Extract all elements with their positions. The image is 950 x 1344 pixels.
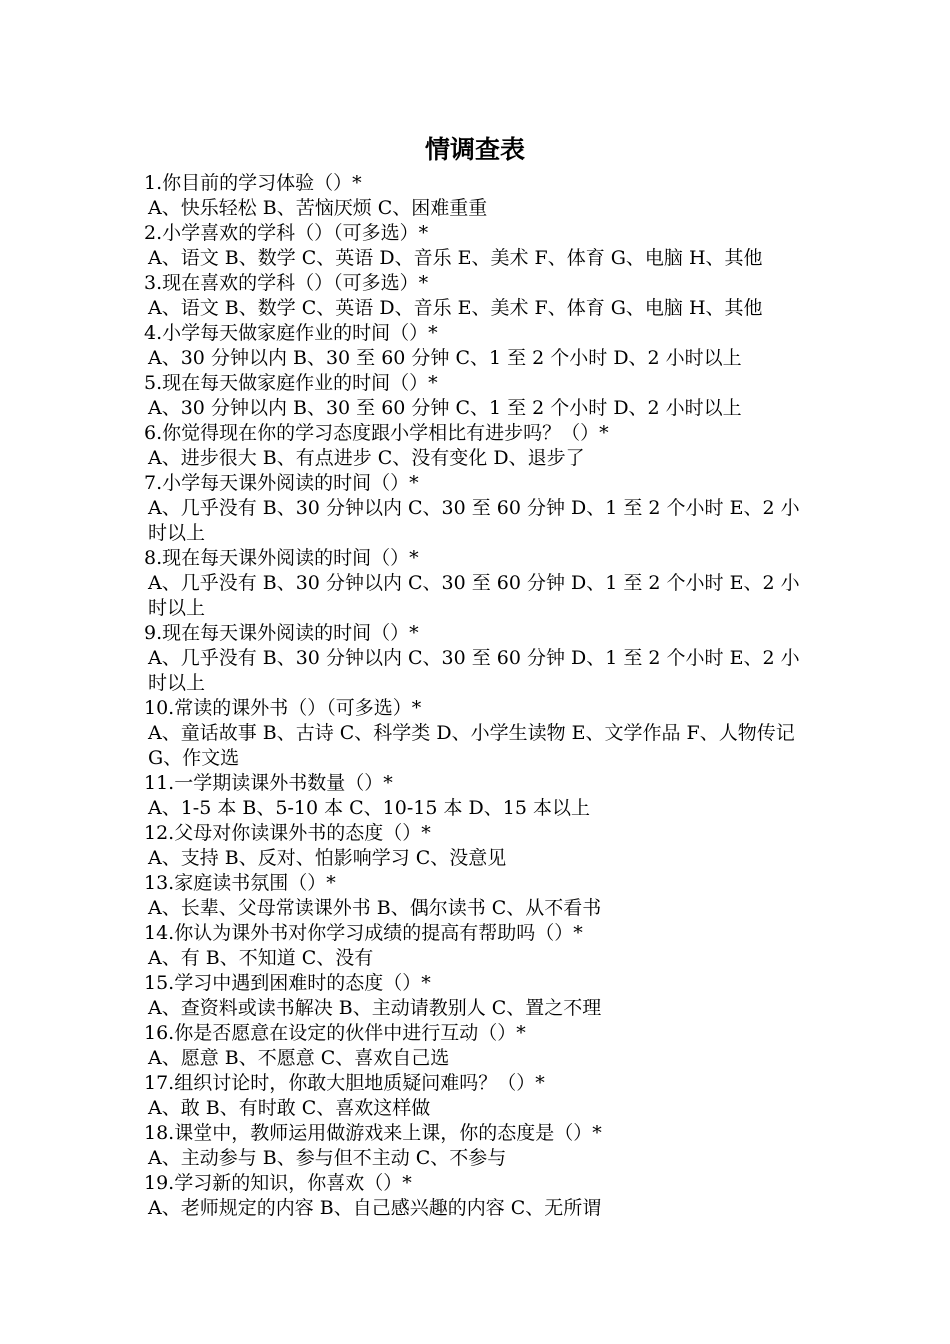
- question-options: A、支持 B、反对、怕影响学习 C、没意见: [148, 847, 507, 869]
- question-text: 14.你认为课外书对你学习成绩的提高有帮助吗（）*: [144, 922, 583, 944]
- question-options: A、童话故事 B、古诗 C、科学类 D、小学生读物 E、文学作品 F、人物传记 G、作文选: [148, 722, 795, 769]
- question-text: 9.现在每天课外阅读的时间（）*: [144, 622, 419, 644]
- question-options: A、30 分钟以内 B、30 至 60 分钟 C、1 至 2 个小时 D、2 小时以上: [148, 397, 742, 419]
- question-options: A、语文 B、数学 C、英语 D、音乐 E、美术 F、体育 G、电脑 H、其他: [148, 297, 763, 319]
- question-options: A、有 B、不知道 C、没有: [148, 947, 374, 969]
- question-2: [144, 221, 814, 271]
- question-16: [144, 1021, 814, 1071]
- question-text: 7.小学每天课外阅读的时间（）*: [144, 472, 419, 494]
- question-12: [144, 821, 814, 871]
- question-text: 10.常读的课外书（）（可多选）*: [144, 697, 422, 719]
- question-11: [144, 771, 814, 821]
- question-text: 6.你觉得现在你的学习态度跟小学相比有进步吗？（）*: [144, 422, 609, 444]
- question-options: A、愿意 B、不愿意 C、喜欢自己选: [148, 1047, 450, 1069]
- question-options: A、30 分钟以内 B、30 至 60 分钟 C、1 至 2 个小时 D、2 小时以上: [148, 347, 742, 369]
- question-1: [144, 171, 814, 221]
- question-text: 15.学习中遇到困难时的态度（）*: [144, 972, 431, 994]
- question-options: A、进步很大 B、有点进步 C、没有变化 D、退步了: [148, 447, 585, 469]
- question-options: A、长辈、父母常读课外书 B、偶尔读书 C、从不看书: [148, 897, 602, 919]
- question-text: 13.家庭读书氛围（）*: [144, 872, 336, 894]
- question-options: A、主动参与 B、参与但不主动 C、不参与: [148, 1147, 507, 1169]
- questionnaire-body: [144, 171, 814, 1221]
- question-text: 19.学习新的知识，你喜欢（）*: [144, 1172, 412, 1194]
- question-15: [144, 971, 814, 1021]
- question-options: A、几乎没有 B、30 分钟以内 C、30 至 60 分钟 D、1 至 2 个小时 E、2 小时以上: [148, 647, 800, 694]
- question-4: [144, 321, 814, 371]
- question-options: A、语文 B、数学 C、英语 D、音乐 E、美术 F、体育 G、电脑 H、其他: [148, 247, 763, 269]
- question-text: 12.父母对你读课外书的态度（）*: [144, 822, 431, 844]
- question-18: [144, 1121, 814, 1171]
- question-8: [144, 546, 814, 621]
- question-9: [144, 621, 814, 696]
- question-text: 11.一学期读课外书数量（）*: [144, 772, 393, 794]
- question-text: 3.现在喜欢的学科（）（可多选）*: [144, 272, 429, 294]
- question-text: 8.现在每天课外阅读的时间（）*: [144, 547, 419, 569]
- question-14: [144, 921, 814, 971]
- question-text: 2.小学喜欢的学科（）（可多选）*: [144, 222, 429, 244]
- question-options: A、敢 B、有时敢 C、喜欢这样做: [148, 1097, 431, 1119]
- question-text: 16.你是否愿意在设定的伙伴中进行互动（）*: [144, 1022, 526, 1044]
- question-options: A、几乎没有 B、30 分钟以内 C、30 至 60 分钟 D、1 至 2 个小时 E、2 小时以上: [148, 497, 800, 544]
- question-options: A、老师规定的内容 B、自己感兴趣的内容 C、无所谓: [148, 1197, 602, 1219]
- document-title: 情调查表: [424, 135, 525, 164]
- question-options: A、1-5 本 B、5-10 本 C、10-15 本 D、15 本以上: [148, 797, 590, 819]
- question-options: A、快乐轻松 B、苦恼厌烦 C、困难重重: [148, 197, 488, 219]
- question-7: [144, 471, 814, 546]
- question-13: [144, 871, 814, 921]
- question-text: 17.组织讨论时，你敢大胆地质疑问难吗？（）*: [144, 1072, 545, 1094]
- question-6: [144, 421, 814, 471]
- question-text: 18.课堂中，教师运用做游戏来上课，你的态度是（）*: [144, 1122, 602, 1144]
- question-text: 4.小学每天做家庭作业的时间（）*: [144, 322, 438, 344]
- question-10: [144, 696, 814, 771]
- question-text: 5.现在每天做家庭作业的时间（）*: [144, 372, 438, 394]
- question-text: 1.你目前的学习体验（）*: [144, 172, 362, 194]
- question-5: [144, 371, 814, 421]
- question-options: A、几乎没有 B、30 分钟以内 C、30 至 60 分钟 D、1 至 2 个小时 E、2 小时以上: [148, 572, 800, 619]
- question-options: A、查资料或读书解决 B、主动请教别人 C、置之不理: [148, 997, 602, 1019]
- question-19: [144, 1171, 814, 1221]
- question-3: [144, 271, 814, 321]
- question-17: [144, 1071, 814, 1121]
